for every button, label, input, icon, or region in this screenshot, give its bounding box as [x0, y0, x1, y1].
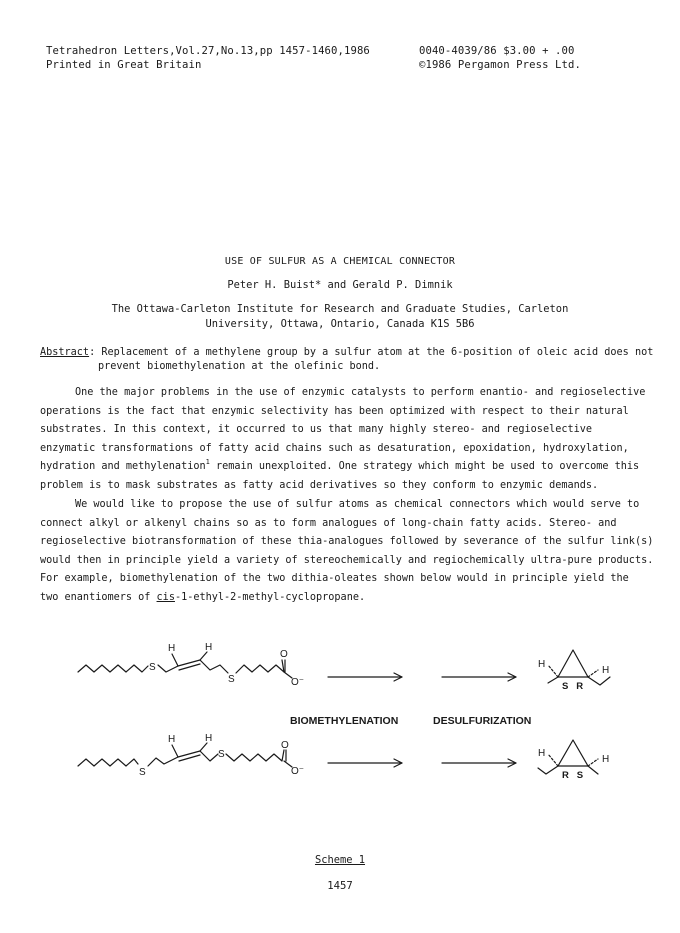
top-configuration: S R — [562, 681, 584, 692]
paragraph-1 — [40, 384, 644, 496]
top-sulfur-2: S — [228, 674, 235, 685]
top-h-bond-1 — [172, 654, 178, 666]
copyright: ©1986 Pergamon Press Ltd. — [419, 59, 581, 71]
bottom-chain-s-alkene — [148, 757, 178, 766]
bottom-chain-left — [78, 759, 138, 766]
page-number: 1457 — [327, 880, 353, 892]
paper-title: USE OF SULFUR AS A CHEMICAL CONNECTOR — [224, 256, 456, 267]
p2-line: two enantiomers of cis-1-ethyl-2-methyl-cyclopropane. — [40, 591, 366, 603]
authors: Peter H. Buist* and Gerald P. Dimnik — [227, 279, 453, 291]
bottom-chain-mid — [200, 751, 218, 761]
bottom-cp-h-right: H — [602, 754, 610, 765]
bottom-cyclopropane — [558, 740, 588, 766]
label-desulfurization: DESULFURIZATION — [433, 715, 532, 727]
top-carboxylate: O⁻ — [291, 677, 305, 688]
top-h-bond-2 — [200, 652, 207, 660]
footnote-ref: 1 — [205, 458, 210, 467]
bottom-sulfur-2: S — [218, 749, 225, 760]
top-carbonyl-o: O — [280, 649, 288, 660]
abstract-line-2: prevent biomethylenation at the olefinic bond. — [98, 361, 381, 372]
p2-line: regioselective biotransformation of these thia-analogues followed by severance of the sulfur link(s) — [40, 536, 654, 548]
top-sulfur-1: S — [149, 662, 156, 673]
p2-line: We would like to propose the use of sulfur atoms as chemical connectors which would serve to — [75, 499, 640, 510]
top-chain-right — [236, 660, 284, 673]
bottom-carboxylate: O⁻ — [291, 766, 305, 777]
top-h-2: H — [205, 642, 213, 653]
p1-line: substrates. In this context, it occurred to us that many highly stereo- and regioselective — [40, 424, 593, 436]
p1-line: hydration and methylenation$^1$ remain unexploited. One strategy which might be used to overcome this — [40, 458, 640, 473]
p2-line: connect alkyl or alkenyl chains so as to form analogues of long-chain fatty acids. Stereo- and — [40, 517, 617, 529]
top-chain-mid — [200, 660, 228, 673]
bottom-cp-h-left: H — [538, 748, 546, 759]
top-h-1: H — [168, 643, 176, 654]
issn-price: 0040-4039/86 $3.00 + .00 — [419, 45, 575, 57]
top-chain-left — [78, 665, 148, 672]
p1-line: One the major problems in the use of enzymic catalysts to perform enantio- and regioselective — [75, 387, 646, 398]
bottom-sulfur-1: S — [139, 767, 146, 778]
affiliation-line-1: The Ottawa-Carleton Institute for Research and Graduate Studies, Carleton — [111, 303, 569, 315]
p2-line: For example, biomethylenation of the two dithia-oleates shown below would in principle yield the — [40, 573, 629, 585]
bottom-chain-right — [226, 750, 284, 761]
p1-line: problem is to mask substrates as fatty acid derivatives so they conform to enzymic demands. — [40, 479, 599, 491]
label-biomethylenation: BIOMETHYLENATION — [290, 715, 399, 727]
affiliation-line-2: University, Ottawa, Ontario, Canada K1S 5B6 — [205, 318, 475, 330]
journal-citation: Tetrahedron Letters,Vol.27,No.13,pp 1457-1460,1986 — [46, 45, 370, 57]
bottom-carbonyl-o: O — [281, 740, 289, 751]
p1-line: operations is the fact that enzymic selectivity has been optimized with respect to their natural — [40, 405, 629, 417]
bottom-h-1: H — [168, 734, 176, 745]
top-cyclopropane — [558, 650, 588, 677]
abstract-line-1: : Replacement of a methylene group by a sulfur atom at the 6-position of oleic acid does not — [89, 347, 654, 358]
scheme-caption: Scheme 1 — [314, 854, 366, 866]
bottom-configuration: R S — [562, 770, 584, 781]
top-chain-s-alkene — [158, 665, 178, 672]
reaction-scheme — [0, 630, 680, 810]
abstract — [40, 346, 653, 374]
abstract-label: Abstract — [40, 347, 90, 358]
bottom-h-2: H — [205, 733, 213, 744]
paragraph-2 — [40, 496, 654, 608]
p1-line: enzymatic transformations of fatty acid chains such as desaturation, epoxidation, hydroxylation, — [40, 442, 629, 454]
top-cp-h-right: H — [602, 665, 610, 676]
top-cp-h-left: H — [538, 659, 546, 670]
p2-line: would then in principle yield a variety of stereochemically and regiochemically ultra-pure products. — [40, 554, 654, 566]
printed-in: Printed in Great Britain — [46, 59, 202, 71]
